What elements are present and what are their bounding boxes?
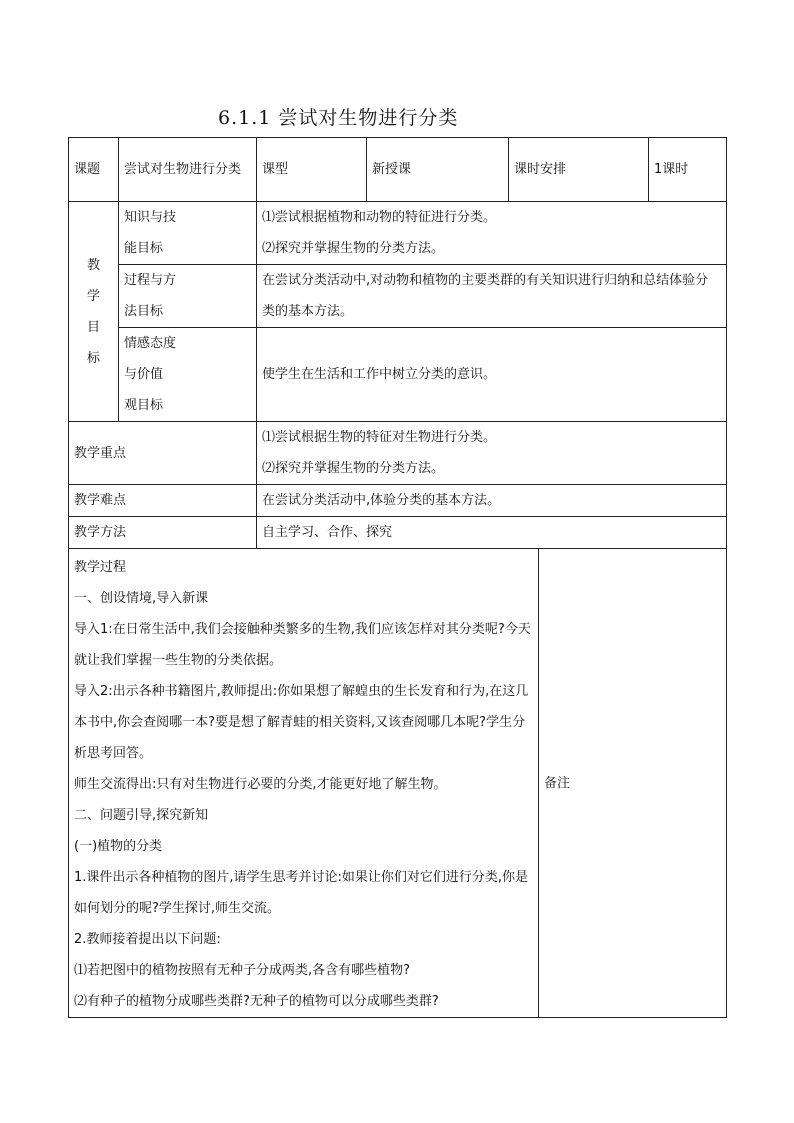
lesson-plan-table <box>68 137 727 1018</box>
emotion-label-line: 情感态度 <box>124 336 177 351</box>
process-paragraph: 1.课件出示各种植物的图片,请学生思考并讨论:如果让你们对它们进行分类,你是如何划分的呢?学生探讨,师生交流。 <box>74 870 529 916</box>
key-point-line: ⑴尝试根据生物的特征对生物进行分类。 <box>262 430 497 445</box>
goal-char: 教 <box>86 257 100 273</box>
process-goal-label <box>119 265 257 328</box>
process-paragraph: 一、创设情境,导入新课 <box>74 591 209 606</box>
knowledge-label-line: 知识与技 <box>124 210 177 225</box>
process-paragraph: 教学过程 <box>74 560 127 575</box>
notes-cell: 备注 <box>539 549 727 1018</box>
process-goal-content: 在尝试分类活动中,对动物和植物的主要类群的有关知识进行归纳和总结体验分类的基本方法。 <box>257 265 727 328</box>
goal-char: 标 <box>86 350 100 366</box>
schedule-label: 课时安排 <box>509 138 649 202</box>
topic-value: 尝试对生物进行分类 <box>119 138 257 202</box>
process-paragraph: (一)植物的分类 <box>74 839 163 854</box>
process-label-line: 过程与方 <box>124 273 177 288</box>
emotion-label-line: 观目标 <box>124 398 164 413</box>
method-content: 自主学习、合作、探究 <box>257 517 727 549</box>
teaching-goals-label <box>69 202 119 422</box>
process-paragraph: 师生交流得出:只有对生物进行必要的分类,才能更好地了解生物。 <box>74 777 447 792</box>
process-paragraph: 2.教师接着提出以下问题: <box>74 932 221 947</box>
goal-char: 学 <box>86 288 100 304</box>
goal-knowledge-row <box>69 202 727 265</box>
type-value: 新授课 <box>367 138 509 202</box>
schedule-value: 1课时 <box>649 138 727 202</box>
type-label: 课型 <box>257 138 367 202</box>
process-paragraph: ⑵有种子的植物分成哪些类群?无种子的植物可以分成哪些类群? <box>74 994 439 1009</box>
goal-emotion-row <box>69 328 727 422</box>
method-row <box>69 517 727 549</box>
knowledge-goal-label <box>119 202 257 265</box>
method-label: 教学方法 <box>69 517 257 549</box>
emotion-goal-label <box>119 328 257 422</box>
process-paragraph: 导入2:出示各种书籍图片,教师提出:你如果想了解蝗虫的生长发育和行为,在这几本书中,你会查阅哪一本?要是想了解青蛙的相关资料,又该查阅哪几本呢?学生分析思考回答。 <box>74 684 529 761</box>
difficulty-row <box>69 485 727 517</box>
key-points-row <box>69 422 727 485</box>
knowledge-content-line: ⑵探究并掌握生物的分类方法。 <box>262 241 445 256</box>
knowledge-goal-content <box>257 202 727 265</box>
emotion-label-line: 与价值 <box>124 367 164 382</box>
header-row <box>69 138 727 202</box>
goal-char: 目 <box>86 319 100 335</box>
key-points-label: 教学重点 <box>69 422 257 485</box>
topic-label: 课题 <box>69 138 119 202</box>
process-paragraph: 二、问题引导,探究新知 <box>74 808 209 823</box>
goal-process-row <box>69 265 727 328</box>
key-point-line: ⑵探究并掌握生物的分类方法。 <box>262 461 445 476</box>
process-label-line: 法目标 <box>124 304 164 319</box>
process-paragraph: 导入1:在日常生活中,我们会接触种类繁多的生物,我们应该怎样对其分类呢?今天就让我们掌握一些生物的分类依据。 <box>74 622 531 668</box>
process-row <box>69 549 727 1018</box>
difficulty-content: 在尝试分类活动中,体验分类的基本方法。 <box>257 485 727 517</box>
page-title: 6.1.1 尝试对生物进行分类 <box>218 107 459 129</box>
teaching-process <box>69 549 539 1018</box>
process-paragraph: ⑴若把图中的植物按照有无种子分成两类,各含有哪些植物? <box>74 963 411 978</box>
knowledge-label-line: 能目标 <box>124 241 164 256</box>
key-points-content <box>257 422 727 485</box>
knowledge-content-line: ⑴尝试根据植物和动物的特征进行分类。 <box>262 210 497 225</box>
difficulty-label: 教学难点 <box>69 485 257 517</box>
emotion-goal-content: 使学生在生活和工作中树立分类的意识。 <box>257 328 727 422</box>
